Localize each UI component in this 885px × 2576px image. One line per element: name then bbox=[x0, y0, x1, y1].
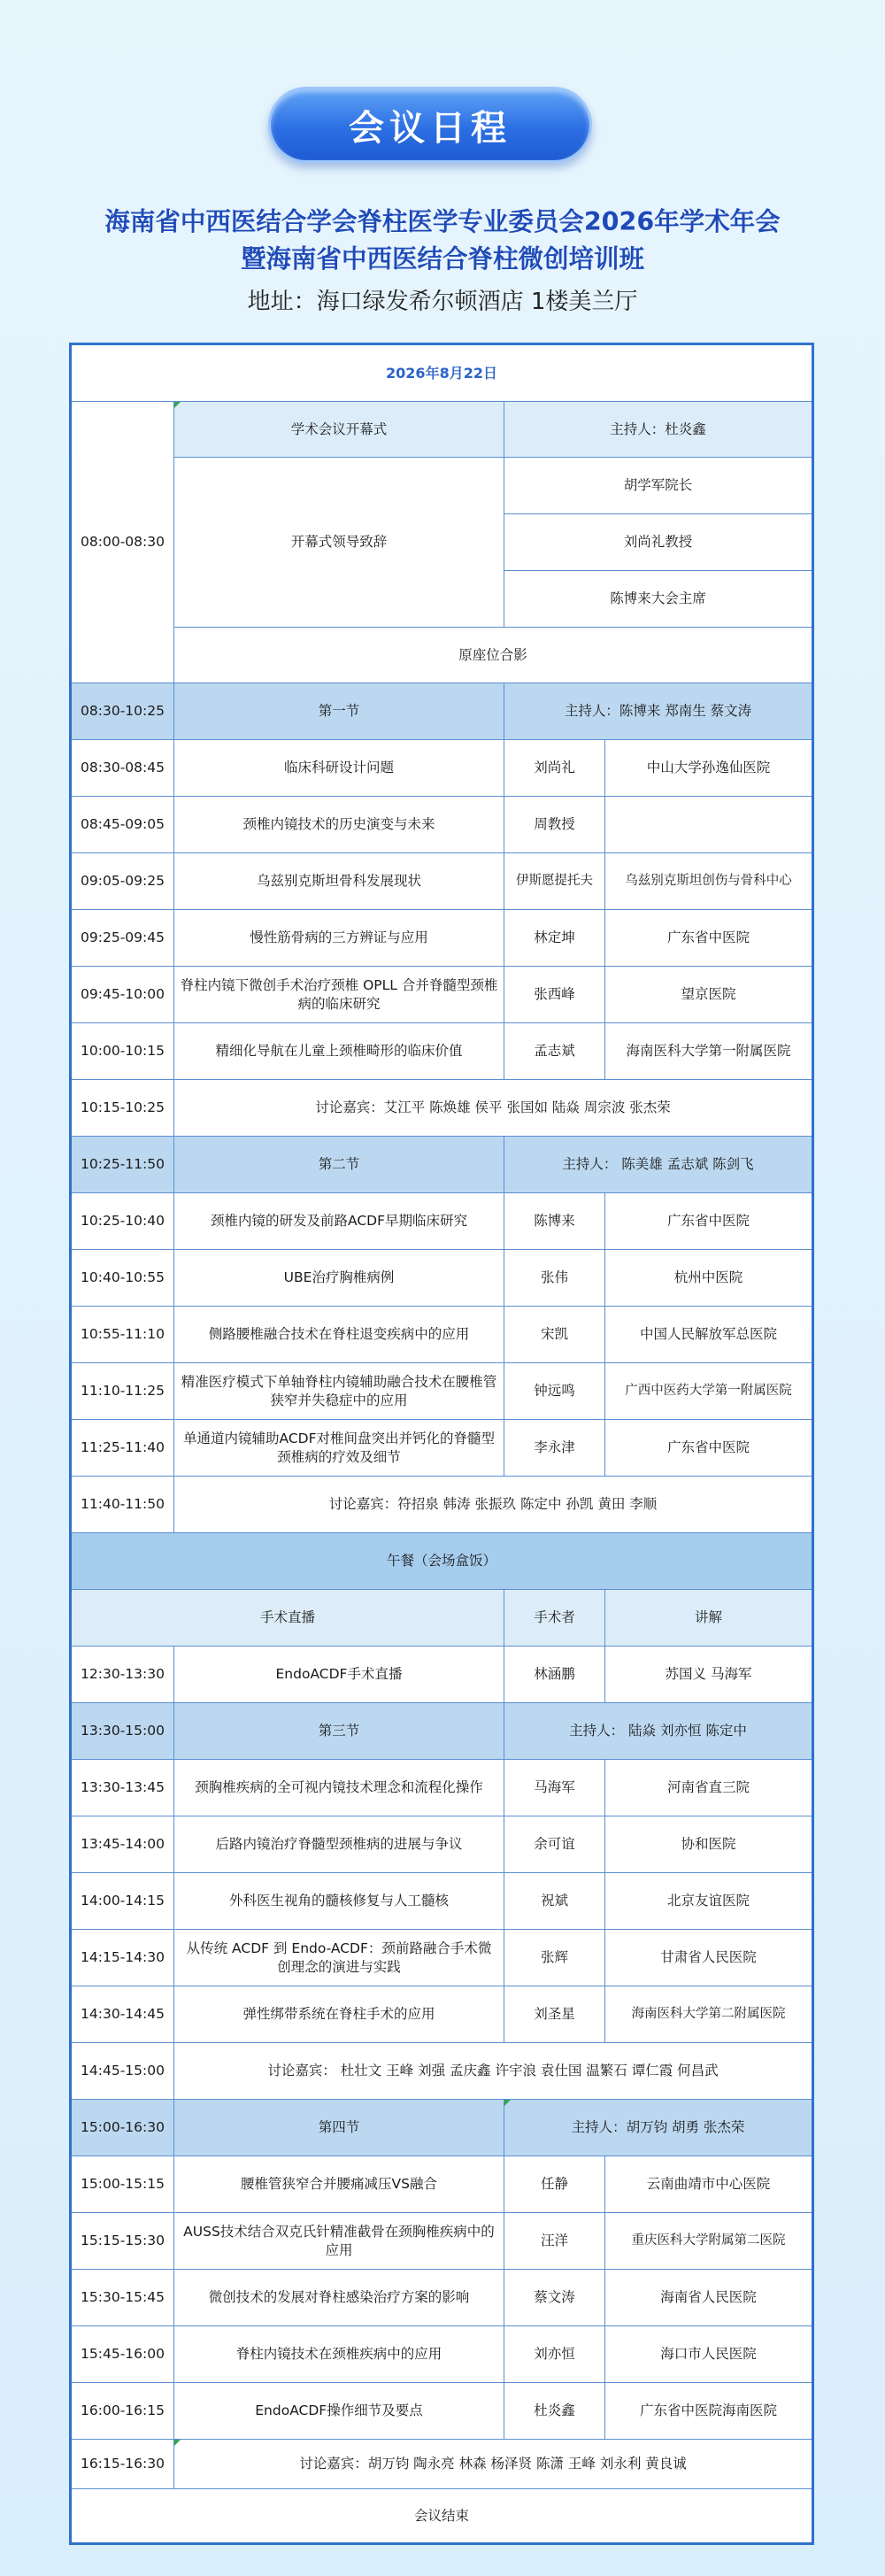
talk-time: 15:30-15:45 bbox=[72, 2270, 174, 2326]
talk-speaker: 张伟 bbox=[504, 1250, 605, 1307]
conference-title-line2: 暨海南省中西医结合脊柱微创培训班 bbox=[240, 244, 644, 274]
section2-title: 第二节 bbox=[174, 1137, 504, 1193]
section3-title: 第三节 bbox=[174, 1703, 504, 1760]
talk-topic: 慢性筋骨病的三方辨证与应用 bbox=[174, 910, 504, 967]
talk-speaker: 刘亦恒 bbox=[504, 2326, 605, 2383]
talk-speaker: 马海军 bbox=[504, 1760, 605, 1816]
talk-topic: 颈椎内镜的研发及前路ACDF早期临床研究 bbox=[174, 1193, 504, 1250]
talk-org: 协和医院 bbox=[605, 1816, 812, 1873]
surgery-title: EndoACDF手术直播 bbox=[174, 1647, 504, 1703]
talk-topic: UBE治疗胸椎病例 bbox=[174, 1250, 504, 1307]
talk-speaker: 周教授 bbox=[504, 797, 605, 853]
section3-time: 13:30-15:00 bbox=[72, 1703, 174, 1760]
talk-topic: 颈胸椎疾病的全可视内镜技术理念和流程化操作 bbox=[174, 1760, 504, 1816]
talk-time: 15:45-16:00 bbox=[72, 2326, 174, 2383]
talk-speaker: 钟远鸣 bbox=[504, 1363, 605, 1420]
talk-speaker: 宋凯 bbox=[504, 1307, 605, 1363]
talk-time: 15:15-15:30 bbox=[72, 2213, 174, 2270]
talk-org: 广东省中医院 bbox=[605, 1193, 812, 1250]
talk-speaker: 林定坤 bbox=[504, 910, 605, 967]
talk-org: 重庆医科大学附属第二医院 bbox=[605, 2213, 812, 2270]
agenda-title-button: 会议日程 bbox=[268, 87, 592, 163]
talk-speaker: 张辉 bbox=[504, 1930, 605, 1986]
discussion-guests: 讨论嘉宾：艾江平 陈焕雄 侯平 张国如 陆焱 周宗波 张杰荣 bbox=[174, 1080, 812, 1137]
talk-topic: AUSS技术结合双克氏针精准截骨在颈胸椎疾病中的应用 bbox=[174, 2213, 504, 2270]
talk-org: 广西中医药大学第一附属医院 bbox=[605, 1363, 812, 1420]
talk-topic: 弹性绑带系统在脊柱手术的应用 bbox=[174, 1986, 504, 2043]
group-photo: 原座位合影 bbox=[174, 628, 812, 683]
discussion-guests: 讨论嘉宾：符招泉 韩涛 张振玖 陈定中 孙凯 黄田 李顺 bbox=[174, 1477, 812, 1533]
section3-host: 主持人： 陆焱 刘亦恒 陈定中 bbox=[504, 1703, 812, 1760]
talk-time: 11:10-11:25 bbox=[72, 1363, 174, 1420]
talk-time: 08:45-09:05 bbox=[72, 797, 174, 853]
talk-time: 08:30-08:45 bbox=[72, 740, 174, 797]
opening-host: 主持人：杜炎鑫 bbox=[504, 402, 812, 458]
section4-host: 主持人：胡万钧 胡勇 张杰荣 bbox=[504, 2100, 812, 2156]
talk-org bbox=[605, 797, 812, 853]
talk-org: 广东省中医院海南医院 bbox=[605, 2383, 812, 2440]
talk-speaker: 李永津 bbox=[504, 1420, 605, 1477]
talk-time: 13:45-14:00 bbox=[72, 1816, 174, 1873]
talk-time: 14:15-14:30 bbox=[72, 1930, 174, 1986]
talk-speaker: 余可谊 bbox=[504, 1816, 605, 1873]
talk-speaker: 张西峰 bbox=[504, 967, 605, 1023]
talk-topic: 侧路腰椎融合技术在脊柱退变疾病中的应用 bbox=[174, 1307, 504, 1363]
talk-org: 杭州中医院 bbox=[605, 1250, 812, 1307]
discussion-time: 11:40-11:50 bbox=[72, 1477, 174, 1533]
talk-speaker: 任静 bbox=[504, 2156, 605, 2213]
talk-speaker: 陈博来 bbox=[504, 1193, 605, 1250]
opening-title: 学术会议开幕式 bbox=[174, 402, 504, 458]
talk-speaker: 祝斌 bbox=[504, 1873, 605, 1930]
talk-topic: 精细化导航在儿童上颈椎畸形的临床价值 bbox=[174, 1023, 504, 1080]
talk-topic: 脊柱内镜下微创手术治疗颈椎 OPLL 合并脊髓型颈椎病的临床研究 bbox=[174, 967, 504, 1023]
talk-speaker: 孟志斌 bbox=[504, 1023, 605, 1080]
discussion-time: 16:15-16:30 bbox=[72, 2440, 174, 2489]
talk-topic: 单通道内镜辅助ACDF对椎间盘突出并钙化的脊髓型颈椎病的疗效及细节 bbox=[174, 1420, 504, 1477]
talk-topic: EndoACDF操作细节及要点 bbox=[174, 2383, 504, 2440]
discussion-guests: 讨论嘉宾：胡万钧 陶永亮 林森 杨泽贤 陈潇 王峰 刘永利 黄良诚 bbox=[174, 2440, 812, 2489]
section2-host: 主持人： 陈美雄 孟志斌 陈剑飞 bbox=[504, 1137, 812, 1193]
talk-time: 14:00-14:15 bbox=[72, 1873, 174, 1930]
surgery-header: 手术直播 bbox=[72, 1590, 504, 1647]
closing-text: 会议结束 bbox=[413, 2507, 469, 2524]
surgery-time: 12:30-13:30 bbox=[72, 1647, 174, 1703]
talk-org: 海南省人民医院 bbox=[605, 2270, 812, 2326]
opening-speaker: 陈博来大会主席 bbox=[504, 571, 812, 628]
talk-time: 10:25-10:40 bbox=[72, 1193, 174, 1250]
cell-marker bbox=[504, 2100, 511, 2106]
talk-org: 河南省直三院 bbox=[605, 1760, 812, 1816]
talk-time: 10:55-11:10 bbox=[72, 1307, 174, 1363]
talk-topic: 外科医生视角的髓核修复与人工髓核 bbox=[174, 1873, 504, 1930]
talk-org: 海口市人民医院 bbox=[605, 2326, 812, 2383]
talk-time: 11:25-11:40 bbox=[72, 1420, 174, 1477]
section1-time: 08:30-10:25 bbox=[72, 683, 174, 740]
talk-speaker: 杜炎鑫 bbox=[504, 2383, 605, 2440]
section1-title: 第一节 bbox=[174, 683, 504, 740]
discussion-guests: 讨论嘉宾： 杜壮文 王峰 刘强 孟庆鑫 许宇浪 袁仕国 温繁石 谭仁霞 何昌武 bbox=[174, 2043, 812, 2100]
schedule-table bbox=[69, 343, 814, 2545]
talk-topic: 腰椎管狭窄合并腰痛减压VS融合 bbox=[174, 2156, 504, 2213]
talk-speaker: 伊斯愿提托夫 bbox=[504, 853, 605, 910]
talk-speaker: 汪洋 bbox=[504, 2213, 605, 2270]
talk-time: 10:40-10:55 bbox=[72, 1250, 174, 1307]
talk-speaker: 刘尚礼 bbox=[504, 740, 605, 797]
talk-time: 15:00-15:15 bbox=[72, 2156, 174, 2213]
opening-time: 08:00-08:30 bbox=[72, 402, 174, 683]
talk-topic: 从传统 ACDF 到 Endo-ACDF：颈前路融合手术微创理念的演进与实践 bbox=[174, 1930, 504, 1986]
talk-org: 中山大学孙逸仙医院 bbox=[605, 740, 812, 797]
opening-speech-label: 开幕式领导致辞 bbox=[174, 458, 504, 628]
talk-org: 中国人民解放军总医院 bbox=[605, 1307, 812, 1363]
talk-topic: 精准医疗模式下单轴脊柱内镜辅助融合技术在腰椎管狭窄并失稳症中的应用 bbox=[174, 1363, 504, 1420]
talk-org: 甘肃省人民医院 bbox=[605, 1930, 812, 1986]
section1-host: 主持人：陈博来 郑南生 蔡文涛 bbox=[504, 683, 812, 740]
section2-time: 10:25-11:50 bbox=[72, 1137, 174, 1193]
schedule-date: 2026年8月22日 bbox=[72, 345, 812, 402]
talk-org: 广东省中医院 bbox=[605, 1420, 812, 1477]
talk-topic: 颈椎内镜技术的历史演变与未来 bbox=[174, 797, 504, 853]
talk-topic: 后路内镜治疗脊髓型颈椎病的进展与争议 bbox=[174, 1816, 504, 1873]
section4-time: 15:00-16:30 bbox=[72, 2100, 174, 2156]
talk-time: 09:25-09:45 bbox=[72, 910, 174, 967]
talk-time: 14:30-14:45 bbox=[72, 1986, 174, 2043]
talk-time: 16:00-16:15 bbox=[72, 2383, 174, 2440]
talk-speaker: 蔡文涛 bbox=[504, 2270, 605, 2326]
commentary-header: 讲解 bbox=[605, 1590, 812, 1647]
talk-time: 10:00-10:15 bbox=[72, 1023, 174, 1080]
section4-title: 第四节 bbox=[174, 2100, 504, 2156]
talk-org: 云南曲靖市中心医院 bbox=[605, 2156, 812, 2213]
talk-speaker: 刘圣星 bbox=[504, 1986, 605, 2043]
talk-time: 09:45-10:00 bbox=[72, 967, 174, 1023]
opening-speaker: 刘尚礼教授 bbox=[504, 514, 812, 571]
discussion-time: 14:45-15:00 bbox=[72, 2043, 174, 2100]
talk-topic: 微创技术的发展对脊柱感染治疗方案的影响 bbox=[174, 2270, 504, 2326]
talk-time: 13:30-13:45 bbox=[72, 1760, 174, 1816]
conference-title-line1: 海南省中西医结合学会脊柱医学专业委员会2026年学术年会 bbox=[104, 207, 781, 236]
talk-org: 望京医院 bbox=[605, 967, 812, 1023]
talk-topic: 脊柱内镜技术在颈椎疾病中的应用 bbox=[174, 2326, 504, 2383]
talk-org: 广东省中医院 bbox=[605, 910, 812, 967]
talk-org: 北京友谊医院 bbox=[605, 1873, 812, 1930]
surgeon-header: 手术者 bbox=[504, 1590, 605, 1647]
talk-org: 乌兹别克斯坦创伤与骨科中心 bbox=[605, 853, 812, 910]
commentators: 苏国义 马海军 bbox=[605, 1647, 812, 1703]
venue-address: 地址：海口绿发希尔顿酒店 1楼美兰厅 bbox=[247, 289, 638, 315]
discussion-time: 10:15-10:25 bbox=[72, 1080, 174, 1137]
talk-topic: 临床科研设计问题 bbox=[174, 740, 504, 797]
surgeon-name: 林涵鹏 bbox=[504, 1647, 605, 1703]
cell-marker bbox=[174, 2440, 181, 2446]
talk-org: 海南医科大学第二附属医院 bbox=[605, 1986, 812, 2043]
talk-time: 09:05-09:25 bbox=[72, 853, 174, 910]
cell-marker bbox=[174, 402, 181, 408]
opening-speaker: 胡学军院长 bbox=[504, 458, 812, 514]
lunch-break: 午餐（会场盒饭） bbox=[72, 1533, 812, 1590]
talk-topic: 乌兹别克斯坦骨科发展现状 bbox=[174, 853, 504, 910]
talk-org: 海南医科大学第一附属医院 bbox=[605, 1023, 812, 1080]
